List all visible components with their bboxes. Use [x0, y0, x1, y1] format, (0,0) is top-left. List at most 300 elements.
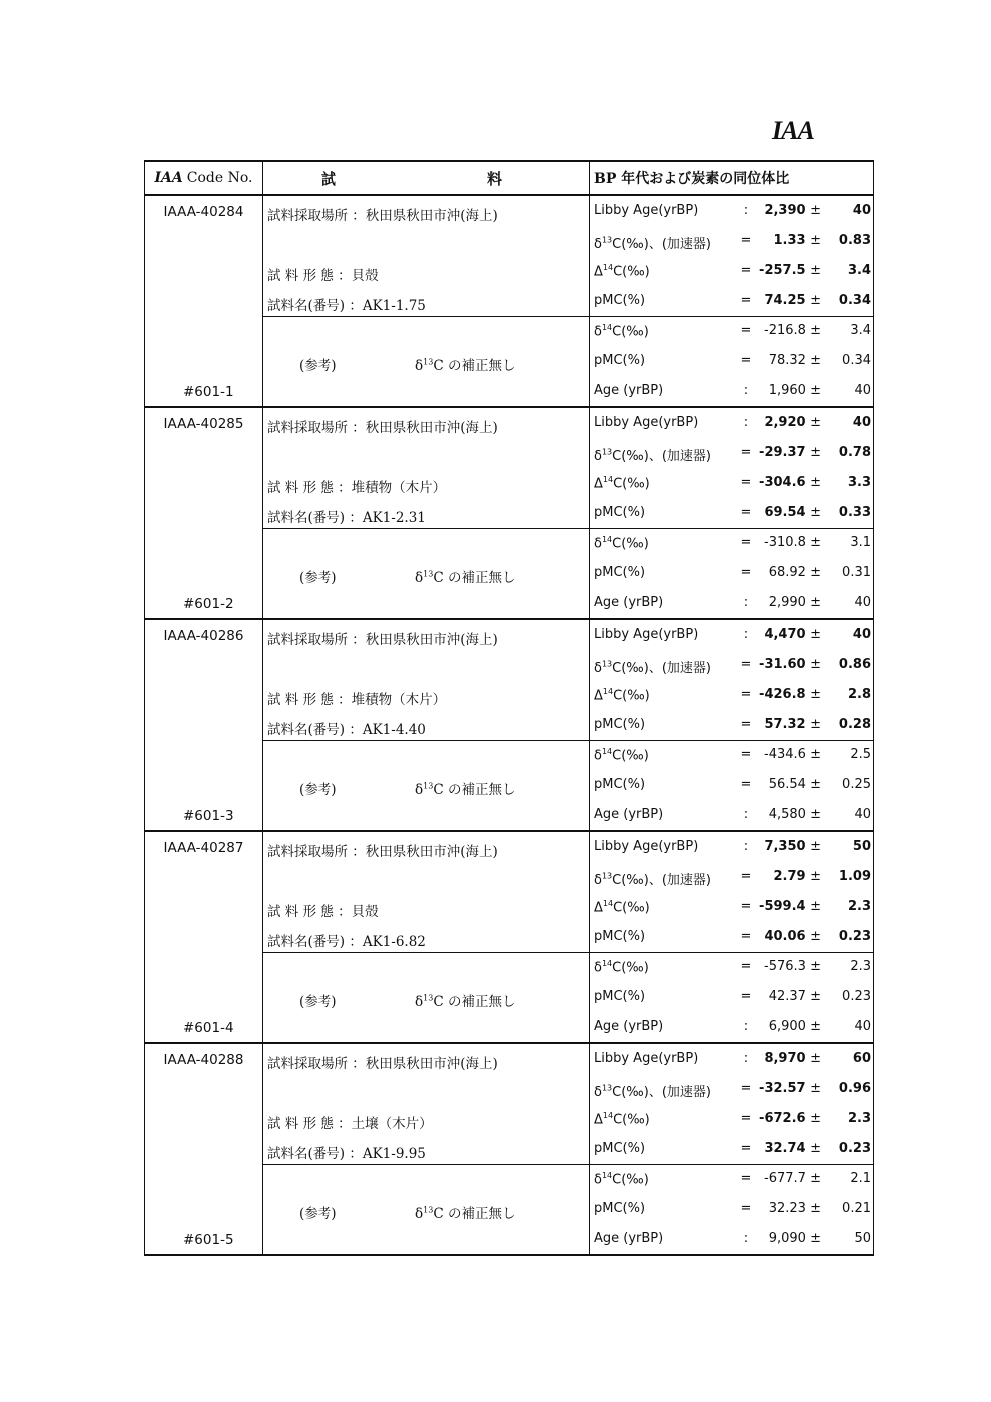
result-value-number: -576.3 [764, 959, 806, 974]
plus-minus: ± [810, 839, 821, 854]
result-value [764, 535, 821, 550]
result-operator: = [740, 747, 752, 762]
header-sample [263, 162, 590, 194]
result-error: 2.1 [850, 1171, 871, 1186]
result-error: 0.33 [838, 505, 871, 520]
plus-minus: ± [810, 565, 821, 580]
plus-minus: ± [810, 353, 821, 368]
plus-minus: ± [810, 505, 821, 520]
result-label-text: Libby Age(yrBP) [594, 1051, 699, 1066]
result-label-text: C(‰)、(加速器) [612, 237, 711, 252]
name-label: 試料名(番号) ： [267, 722, 363, 738]
result-value [764, 323, 821, 338]
result-error: 0.86 [838, 657, 871, 672]
result-row-d13c [590, 1074, 873, 1104]
plus-minus: ± [810, 717, 821, 732]
result-value-number: 69.54 [764, 505, 806, 520]
result-label: $\Delta^{14}C(‰)$ [594, 263, 650, 280]
result-value-number: 2,990 [768, 595, 806, 610]
result-row-age [590, 376, 873, 406]
plus-minus: ± [810, 627, 821, 642]
result-operator: : [743, 1019, 749, 1034]
result-label-text: C(‰)、(加速器) [612, 1085, 711, 1100]
result-label-text: pMC(%) [594, 1201, 646, 1216]
result-row-libby [590, 196, 873, 226]
form-value: 堆積物（木片） [351, 692, 447, 708]
plus-minus: ± [810, 899, 821, 914]
result-operator: = [740, 445, 752, 460]
result-label-text: C(‰) [612, 960, 649, 976]
result-value-number: -216.8 [764, 323, 806, 338]
form-label: 試 料 形 態 ： [267, 480, 352, 496]
result-label-text: C(‰) [613, 476, 650, 492]
result-value [764, 717, 821, 732]
result-label-text: Libby Age(yrBP) [594, 627, 699, 642]
result-row-D14c [590, 680, 873, 710]
form-label: 試 料 形 態 ： [267, 904, 352, 920]
result-row-d14c [590, 1164, 873, 1194]
sampling-site: 試料採取場所 ：秋田県秋田市沖(海上) [267, 844, 498, 860]
reference-label: (参考) [299, 570, 337, 586]
name-label: 試料名(番号) ： [267, 510, 363, 526]
result-label-text: Age (yrBP) [594, 595, 664, 610]
result-value-number: 32.23 [768, 1201, 806, 1216]
result-value-number: -434.6 [764, 747, 806, 762]
result-value-number: 1,960 [768, 383, 806, 398]
result-value [769, 807, 821, 822]
result-label-text: C(‰) [613, 1112, 650, 1128]
sample-info-cell [263, 832, 590, 1042]
result-value-number: 4,470 [764, 627, 806, 642]
result-label-text: Libby Age(yrBP) [594, 415, 699, 430]
result-row-pmc [590, 922, 873, 952]
sample-number: #601-4 [183, 1020, 234, 1036]
result-error: 0.31 [842, 565, 871, 580]
result-value [769, 1201, 821, 1216]
result-value [764, 839, 821, 854]
result-value [764, 1171, 821, 1186]
plus-minus: ± [810, 747, 821, 762]
result-error: 40 [852, 203, 871, 218]
result-row-D14c [590, 892, 873, 922]
plus-minus: ± [810, 777, 821, 792]
result-error: 0.83 [838, 233, 871, 248]
sample-info-cell [263, 408, 590, 618]
result-label-text: pMC(%) [594, 777, 646, 792]
result-value [769, 989, 821, 1004]
code-cell [145, 620, 263, 830]
result-row-d13c [590, 650, 873, 680]
result-label-text: Age (yrBP) [594, 383, 664, 398]
result-operator: : [743, 1231, 749, 1246]
name-value: AK1-2.31 [362, 510, 426, 526]
result-row-d14c [590, 528, 873, 558]
results-table [144, 160, 874, 1256]
result-value-number: 6,900 [768, 1019, 806, 1034]
code-cell [145, 196, 263, 406]
result-label-text: Libby Age(yrBP) [594, 203, 699, 218]
table-header [144, 160, 874, 196]
result-row-d14c [590, 316, 873, 346]
result-operator: : [743, 415, 749, 430]
result-label: $\delta^{14}C(‰)$ [594, 747, 649, 764]
code-cell [145, 832, 263, 1042]
sampling-site: 試料採取場所 ：秋田県秋田市沖(海上) [267, 632, 498, 648]
header-result: BP 年代および炭素の同位体比 [594, 171, 790, 187]
result-error: 0.34 [838, 293, 871, 308]
sample-block [144, 1044, 874, 1256]
form-value: 貝殻 [351, 904, 379, 920]
sample-name [267, 294, 426, 314]
result-operator: = [740, 293, 752, 308]
result-operator: = [740, 1111, 752, 1126]
result-error: 50 [852, 839, 871, 854]
name-label: 試料名(番号) ： [267, 1146, 363, 1162]
form-value: 堆積物（木片） [351, 480, 447, 496]
sample-block [144, 832, 874, 1044]
plus-minus: ± [810, 807, 821, 822]
result-label: $\delta^{13}C(‰)$、(加速器) [594, 871, 711, 888]
sampling-site: 試料採取場所 ：秋田県秋田市沖(海上) [267, 208, 498, 224]
form-label: 試 料 形 態 ： [267, 1116, 352, 1132]
plus-minus: ± [810, 1019, 821, 1034]
result-value-number: -310.8 [764, 535, 806, 550]
result-label-text: C(‰) [613, 264, 650, 280]
result-label [594, 1051, 698, 1066]
result-label-text: pMC(%) [594, 565, 646, 580]
reference-label: (参考) [299, 1206, 337, 1222]
result-label: $\delta^{14}C(‰)$ [594, 323, 649, 340]
result-operator: : [743, 383, 749, 398]
form-label: 試 料 形 態 ： [267, 692, 352, 708]
sample-block [144, 408, 874, 620]
result-operator: = [740, 959, 752, 974]
result-error: 40 [854, 595, 871, 610]
result-operator: = [740, 657, 752, 672]
result-operator: : [743, 627, 749, 642]
result-value [773, 869, 821, 884]
result-label-text: C(‰) [612, 536, 649, 552]
result-error: 50 [854, 1231, 871, 1246]
sample-block [144, 196, 874, 408]
result-value [764, 415, 821, 430]
results-cell [590, 196, 873, 406]
result-value-number: 74.25 [764, 293, 806, 308]
sample-name [267, 718, 426, 738]
result-value-number: -672.6 [759, 1111, 806, 1126]
result-operator: = [740, 263, 752, 278]
result-operator: = [740, 353, 752, 368]
plus-minus: ± [810, 869, 821, 884]
result-label-text: pMC(%) [594, 293, 646, 308]
result-error: 2.8 [847, 687, 871, 702]
plus-minus: ± [810, 475, 821, 490]
result-value [769, 595, 821, 610]
sample-info-cell [263, 620, 590, 830]
result-value-number: -599.4 [759, 899, 806, 914]
result-label [594, 717, 645, 732]
no-correction-text: の補正無し [447, 1206, 516, 1222]
result-label [594, 1201, 645, 1216]
result-row-pmc_nc [590, 982, 873, 1012]
result-row-libby [590, 832, 873, 862]
result-value-number: 32.74 [764, 1141, 806, 1156]
no-correction-note: $\delta^{13}C$ の補正無し [415, 781, 516, 798]
result-row-pmc_nc [590, 558, 873, 588]
sampling-site: 試料採取場所 ：秋田県秋田市沖(海上) [267, 420, 498, 436]
result-label-text: C(‰) [612, 324, 649, 340]
plus-minus: ± [810, 1171, 821, 1186]
result-value [759, 1081, 821, 1096]
result-value [769, 383, 821, 398]
result-value-number: 68.92 [768, 565, 806, 580]
result-operator: = [740, 989, 752, 1004]
result-error: 0.34 [842, 353, 871, 368]
form-label: 試 料 形 態 ： [267, 268, 352, 284]
reference-divider [263, 316, 873, 317]
result-label [594, 839, 698, 854]
result-value [769, 565, 821, 580]
result-row-d13c [590, 226, 873, 256]
sample-block [144, 620, 874, 832]
result-error: 3.1 [850, 535, 871, 550]
result-value-number: 7,350 [764, 839, 806, 854]
result-row-pmc [590, 286, 873, 316]
result-value [759, 263, 821, 278]
result-error: 0.28 [838, 717, 871, 732]
result-row-pmc_nc [590, 346, 873, 376]
plus-minus: ± [810, 1141, 821, 1156]
result-error: 40 [852, 627, 871, 642]
reference-divider [263, 1164, 873, 1165]
result-value-number: 78.32 [768, 353, 806, 368]
result-operator: : [743, 595, 749, 610]
result-value [764, 929, 821, 944]
result-error: 0.96 [838, 1081, 871, 1096]
result-label [594, 777, 645, 792]
result-error: 0.23 [838, 1141, 871, 1156]
sample-number: #601-2 [183, 596, 234, 612]
no-correction-note: $\delta^{13}C$ の補正無し [415, 357, 516, 374]
reference-divider [263, 952, 873, 953]
sampling-site: 試料採取場所 ：秋田県秋田市沖(海上) [267, 1056, 498, 1072]
result-label-text: pMC(%) [594, 717, 646, 732]
result-row-age [590, 800, 873, 830]
result-label [594, 1231, 663, 1246]
result-value [769, 1231, 821, 1246]
result-value-number: 42.37 [768, 989, 806, 1004]
sample-code: IAAA-40284 [163, 204, 244, 220]
result-value [764, 627, 821, 642]
result-operator: : [743, 839, 749, 854]
result-label: $\delta^{13}C(‰)$、(加速器) [594, 1083, 711, 1100]
plus-minus: ± [810, 1231, 821, 1246]
result-value [759, 1111, 821, 1126]
header-code-label: Code No. [186, 170, 253, 186]
result-row-age [590, 588, 873, 618]
sample-form [267, 1112, 433, 1132]
result-label-text: C(‰)、(加速器) [612, 873, 711, 888]
result-label: $\delta^{14}C(‰)$ [594, 959, 649, 976]
result-operator: = [740, 1171, 752, 1186]
result-label: $\Delta^{14}C(‰)$ [594, 1111, 650, 1128]
result-label: $\delta^{13}C(‰)$、(加速器) [594, 659, 711, 676]
result-label-text: Age (yrBP) [594, 1019, 664, 1034]
result-label-text: pMC(%) [594, 505, 646, 520]
plus-minus: ± [810, 293, 821, 308]
result-value-number: 2.79 [773, 869, 806, 884]
result-row-libby [590, 1044, 873, 1074]
name-label: 試料名(番号) ： [267, 298, 363, 314]
result-label-text: C(‰)、(加速器) [612, 449, 711, 464]
result-label [594, 415, 698, 430]
result-row-libby [590, 620, 873, 650]
results-cell [590, 1044, 873, 1254]
sample-info-cell [263, 196, 590, 406]
result-value [773, 233, 821, 248]
result-error: 0.21 [842, 1201, 871, 1216]
no-correction-text: の補正無し [447, 358, 516, 374]
result-value-number: 8,970 [764, 1051, 806, 1066]
result-operator: = [740, 1201, 752, 1216]
result-label-text: Age (yrBP) [594, 1231, 664, 1246]
sample-name [267, 1142, 426, 1162]
result-operator: = [740, 869, 752, 884]
result-value-number: 2,390 [764, 203, 806, 218]
result-value [764, 203, 821, 218]
result-value [759, 657, 821, 672]
result-label: $\delta^{14}C(‰)$ [594, 1171, 649, 1188]
result-label: $\delta^{14}C(‰)$ [594, 535, 649, 552]
plus-minus: ± [810, 233, 821, 248]
result-error: 0.23 [842, 989, 871, 1004]
result-operator: : [743, 807, 749, 822]
sample-form [267, 476, 446, 496]
results-cell [590, 620, 873, 830]
header-brand: IAA [154, 170, 183, 186]
plus-minus: ± [810, 263, 821, 278]
result-error: 0.78 [838, 445, 871, 460]
result-row-d13c [590, 438, 873, 468]
result-error: 2.3 [847, 899, 871, 914]
result-value-number: 56.54 [768, 777, 806, 792]
sample-number: #601-5 [183, 1232, 234, 1248]
plus-minus: ± [810, 415, 821, 430]
result-row-pmc [590, 710, 873, 740]
result-label-text: C(‰)、(加速器) [612, 661, 711, 676]
result-row-d13c [590, 862, 873, 892]
sample-code: IAAA-40285 [163, 416, 244, 432]
result-operator: = [740, 233, 752, 248]
result-value-number: -32.57 [759, 1081, 806, 1096]
result-operator: = [740, 565, 752, 580]
name-value: AK1-1.75 [362, 298, 426, 314]
result-operator: = [740, 1081, 752, 1096]
no-correction-text: の補正無し [447, 782, 516, 798]
result-label-text: Age (yrBP) [594, 807, 664, 822]
no-correction-note: $\delta^{13}C$ の補正無し [415, 1205, 516, 1222]
result-value-number: 2,920 [764, 415, 806, 430]
result-operator: = [740, 717, 752, 732]
result-row-D14c [590, 1104, 873, 1134]
result-value [764, 505, 821, 520]
result-value [759, 687, 821, 702]
result-label-text: pMC(%) [594, 353, 646, 368]
no-correction-note: $\delta^{13}C$ の補正無し [415, 993, 516, 1010]
result-label [594, 595, 663, 610]
result-value [769, 1019, 821, 1034]
result-error: 0.23 [838, 929, 871, 944]
code-cell [145, 408, 263, 618]
plus-minus: ± [810, 1081, 821, 1096]
form-value: 土壌（木片） [351, 1116, 433, 1132]
result-label [594, 565, 645, 580]
result-operator: = [740, 687, 752, 702]
result-label [594, 989, 645, 1004]
plus-minus: ± [810, 535, 821, 550]
plus-minus: ± [810, 323, 821, 338]
sample-number: #601-1 [183, 384, 234, 400]
sample-rows [144, 196, 874, 1256]
header-code [145, 162, 263, 194]
result-row-age [590, 1224, 873, 1254]
sample-form [267, 900, 379, 920]
result-value [769, 353, 821, 368]
plus-minus: ± [810, 383, 821, 398]
result-row-pmc [590, 498, 873, 528]
result-error: 2.3 [847, 1111, 871, 1126]
plus-minus: ± [810, 929, 821, 944]
result-label [594, 1019, 663, 1034]
result-operator: = [740, 777, 752, 792]
result-row-D14c [590, 468, 873, 498]
sample-form [267, 264, 379, 284]
result-label: $\Delta^{14}C(‰)$ [594, 899, 650, 916]
result-value [764, 293, 821, 308]
result-operator: = [740, 899, 752, 914]
iaa-logo: IAA [772, 116, 814, 145]
reference-label: (参考) [299, 358, 337, 374]
sample-name [267, 930, 426, 950]
name-label: 試料名(番号) ： [267, 934, 363, 950]
result-label [594, 627, 698, 642]
result-error: 3.4 [850, 323, 871, 338]
result-label-text: C(‰) [613, 688, 650, 704]
result-error: 1.09 [838, 869, 871, 884]
result-row-libby [590, 408, 873, 438]
result-label-text: pMC(%) [594, 929, 646, 944]
sample-name [267, 506, 426, 526]
result-value [764, 1141, 821, 1156]
plus-minus: ± [810, 1111, 821, 1126]
result-value-number: -304.6 [759, 475, 806, 490]
name-value: AK1-9.95 [362, 1146, 426, 1162]
no-correction-text: の補正無し [447, 570, 516, 586]
result-value-number: -29.37 [759, 445, 806, 460]
result-operator: = [740, 1141, 752, 1156]
result-value-number: 9,090 [768, 1231, 806, 1246]
result-operator: : [743, 1051, 749, 1066]
result-operator: = [740, 505, 752, 520]
reference-divider [263, 528, 873, 529]
result-value [759, 899, 821, 914]
result-operator: = [740, 535, 752, 550]
no-correction-note: $\delta^{13}C$ の補正無し [415, 569, 516, 586]
sample-code: IAAA-40288 [163, 1052, 244, 1068]
sample-number: #601-3 [183, 808, 234, 824]
result-label: $\delta^{13}C(‰)$、(加速器) [594, 235, 711, 252]
result-value [759, 445, 821, 460]
